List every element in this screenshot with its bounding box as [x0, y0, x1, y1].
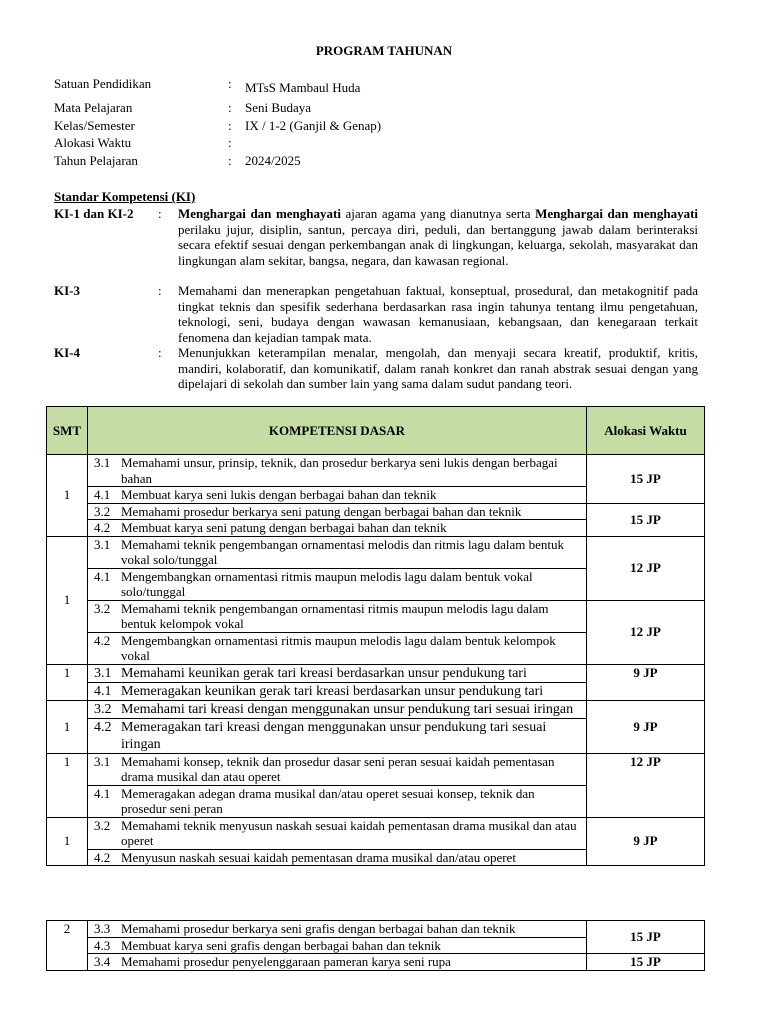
list-item	[88, 850, 586, 866]
table-row	[47, 921, 705, 954]
ki-label: KI-3	[54, 283, 80, 298]
kd-text: Memahami prosedur penyelenggaraan pameran karya seni rupa	[121, 954, 451, 970]
kd-text: Memahami teknik menyusun naskah sesuai kaidah pementasan drama musikal dan atau operet	[121, 817, 577, 848]
list-item	[88, 786, 586, 817]
list-item	[88, 683, 586, 700]
kd-number: 4.3	[94, 937, 111, 953]
kd-number: 3.1	[94, 753, 111, 769]
ki-label: KI-1 dan KI-2	[54, 206, 134, 221]
kd-cell	[88, 921, 587, 954]
kd-cell	[88, 536, 587, 600]
ki-colon: :	[158, 206, 162, 221]
ki-text-part: perilaku jujur, disiplin, santun, percaya diri, peduli, dan bertanggung jawab dalam berinteraksi secara efektif sesuai dengan perkembangan anak di lingkungan, keluarga, sekolah, masyarakat dan lingkungan alam sekitar, bangsa, negara, dan kawasan regional.	[178, 221, 698, 268]
kd-number: 4.1	[94, 785, 111, 801]
identity-label: Kelas/Semester	[54, 118, 135, 133]
table-row	[47, 503, 705, 536]
kd-text: Memahami konsep, teknik dan prosedur dasar seni peran sesuai kaidah pementasan drama musikal dan atau operet	[121, 753, 555, 784]
identity-colon: :	[228, 76, 232, 91]
kd-text: Memahami prosedur berkarya seni grafis dengan berbagai bahan dan teknik	[121, 921, 516, 936]
kd-number: 4.1	[94, 568, 111, 584]
alokasi-cell: 12 JP	[587, 600, 705, 664]
kd-number: 3.2	[94, 503, 111, 519]
list-item	[88, 665, 586, 683]
smt-cell: 1	[47, 664, 88, 700]
alokasi-cell: 9 JP	[587, 700, 705, 753]
ki-heading: Standar Kompetensi (KI)	[54, 189, 196, 204]
ki-text: Memahami dan menerapkan pengetahuan faktual, konseptual, prosedural, dan metakognitif pada tingkat teknis dan spesifik sederhana berdasarkan rasa ingin tahunya tentang ilmu pengetahuan, teknologi, seni, budaya dengan wawasan kemanusiaan, kebangsaan, dan kenegaraan terkait fenomena dan kejadian tampak mata.	[178, 283, 698, 345]
list-item	[88, 520, 586, 536]
alokasi-cell: 15 JP	[587, 503, 705, 536]
identity-colon: :	[228, 135, 232, 150]
kd-text: Memeragakan adegan drama musikal dan/atau operet sesuai konsep, teknik dan prosedur seni peran	[121, 785, 535, 816]
kd-number: 4.1	[94, 487, 111, 502]
alokasi-cell: 15 JP	[587, 921, 705, 954]
ki-colon: :	[158, 345, 162, 360]
alokasi-cell: 12 JP	[587, 536, 705, 600]
list-item	[88, 601, 586, 633]
smt-cell: 2	[47, 921, 88, 971]
table-row	[47, 954, 705, 971]
smt-cell: 1	[47, 753, 88, 817]
ki-bold: Menghargai dan menghayati	[178, 206, 341, 221]
list-item	[88, 921, 586, 938]
kd-number: 3.2	[94, 701, 112, 717]
kd-number: 3.3	[94, 921, 111, 936]
kd-table-semester-2	[46, 920, 705, 971]
list-item	[88, 954, 586, 970]
list-item	[88, 569, 586, 600]
header-kd: KOMPETENSI DASAR	[88, 407, 587, 455]
kd-number: 4.2	[94, 719, 112, 735]
identity-value: Seni Budaya	[245, 100, 312, 115]
kd-number: 4.2	[94, 520, 111, 535]
smt-cell: 1	[47, 455, 88, 537]
kd-cell	[88, 600, 587, 664]
ki-text-part: ajaran agama yang dianutnya serta	[340, 206, 536, 221]
table-row	[47, 700, 705, 753]
list-item	[88, 487, 586, 503]
kd-text: Memahami prosedur berkarya seni patung dengan berbagai bahan dan teknik	[121, 503, 522, 519]
ki-3	[54, 283, 698, 345]
kd-number: 4.2	[94, 849, 111, 865]
kd-number: 3.1	[94, 455, 111, 470]
list-item	[88, 719, 586, 753]
identity-value: MTsS Mambaul Huda	[245, 80, 361, 95]
smt-cell: 1	[47, 817, 88, 866]
kd-cell	[88, 700, 587, 753]
ki-colon: :	[158, 283, 162, 298]
alokasi-cell: 12 JP	[587, 753, 705, 817]
list-item	[88, 537, 586, 569]
list-item	[88, 754, 586, 786]
table-row	[47, 536, 705, 600]
header-smt: SMT	[47, 407, 88, 455]
page-title: PROGRAM TAHUNAN	[315, 43, 453, 58]
kd-number: 3.1	[94, 665, 112, 681]
identity-value: IX / 1-2 (Ganjil & Genap)	[245, 118, 382, 133]
alokasi-cell: 15 JP	[587, 954, 705, 971]
ki-4	[54, 345, 698, 392]
ki-label: KI-4	[54, 345, 80, 360]
kd-cell	[88, 664, 587, 700]
identity-label: Mata Pelajaran	[54, 100, 133, 115]
kd-number: 3.4	[94, 954, 111, 970]
list-item	[88, 633, 586, 664]
ki-text: Menunjukkan keterampilan menalar, mengolah, dan menyaji secara kreatif, produktif, kritis, mandiri, kolaboratif, dan komunikatif, dalam ranah konkret dan ranah abstrak sesuai dengan yang dipelajari di sekolah dan sumber lain yang sama dalam sudut pandang teori.	[178, 345, 698, 391]
kd-number: 3.2	[94, 600, 111, 616]
identity-colon: :	[228, 153, 232, 168]
table-row	[47, 455, 705, 504]
list-item	[88, 701, 586, 719]
identity-colon: :	[228, 100, 232, 115]
alokasi-cell: 9 JP	[587, 817, 705, 866]
kd-text: Memahami teknik pengembangan ornamentasi melodis dan ritmis lagu dalam bentuk vokal solo/tunggal	[121, 536, 564, 567]
kd-table-semester-1	[46, 406, 705, 866]
identity-colon: :	[228, 118, 232, 133]
kd-text: Memahami unsur, prinsip, teknik, dan prosedur berkarya seni lukis dengan berbagai bahan	[121, 455, 558, 486]
identity-label: Tahun Pelajaran	[54, 153, 138, 168]
kd-number: 3.1	[94, 536, 111, 552]
header-alokasi: Alokasi Waktu	[587, 407, 705, 455]
table-row	[47, 664, 705, 700]
list-item	[88, 504, 586, 521]
kd-cell	[88, 954, 587, 971]
kd-text: Memahami keunikan gerak tari kreasi berdasarkan unsur pendukung tari	[121, 665, 527, 681]
ki-1-2	[54, 206, 698, 268]
kd-text: Mengembangkan ornamentasi ritmis maupun melodis lagu dalam bentuk kelompok vokal	[121, 632, 556, 663]
list-item	[88, 455, 586, 487]
kd-text: Mengembangkan ornamentasi ritmis maupun melodis lagu dalam bentuk vokal solo/tunggal	[121, 568, 533, 599]
alokasi-cell: 15 JP	[587, 455, 705, 504]
kd-number: 3.2	[94, 817, 111, 833]
alokasi-cell: 9 JP	[587, 664, 705, 700]
list-item	[88, 818, 586, 850]
identity-label: Alokasi Waktu	[54, 135, 132, 150]
kd-text: Menyusun naskah sesuai kaidah pementasan drama musikal dan/atau operet	[121, 849, 516, 865]
kd-cell	[88, 817, 587, 866]
kd-text: Membuat karya seni patung dengan berbagai bahan dan teknik	[121, 520, 447, 535]
kd-cell	[88, 753, 587, 817]
kd-text: Memeragakan keunikan gerak tari kreasi berdasarkan unsur pendukung tari	[121, 683, 544, 699]
table-row	[47, 753, 705, 817]
smt-cell: 1	[47, 536, 88, 664]
kd-text: Memahami tari kreasi dengan menggunakan unsur pendukung tari sesuai iringan	[121, 701, 574, 717]
kd-number: 4.1	[94, 683, 112, 699]
kd-cell	[88, 503, 587, 536]
kd-number: 4.2	[94, 632, 111, 648]
smt-cell: 1	[47, 700, 88, 753]
identity-label: Satuan Pendidikan	[54, 76, 152, 91]
list-item	[88, 938, 586, 954]
kd-text: Memahami teknik pengembangan ornamentasi ritmis maupun melodis lagu dalam bentuk kelompok vokal	[121, 600, 549, 631]
table-row	[47, 600, 705, 664]
kd-text: Membuat karya seni lukis dengan berbagai bahan dan teknik	[121, 487, 437, 502]
ki-text	[178, 206, 698, 268]
kd-text: Memeragakan tari kreasi dengan menggunakan unsur pendukung tari sesuai iringan	[121, 719, 547, 752]
identity-value: 2024/2025	[245, 153, 301, 168]
ki-bold: Menghargai dan menghayati	[535, 206, 699, 221]
kd-cell	[88, 455, 587, 504]
kd-text: Membuat karya seni grafis dengan berbagai bahan dan teknik	[121, 937, 441, 953]
table-header-row	[47, 407, 705, 455]
table-row	[47, 817, 705, 866]
